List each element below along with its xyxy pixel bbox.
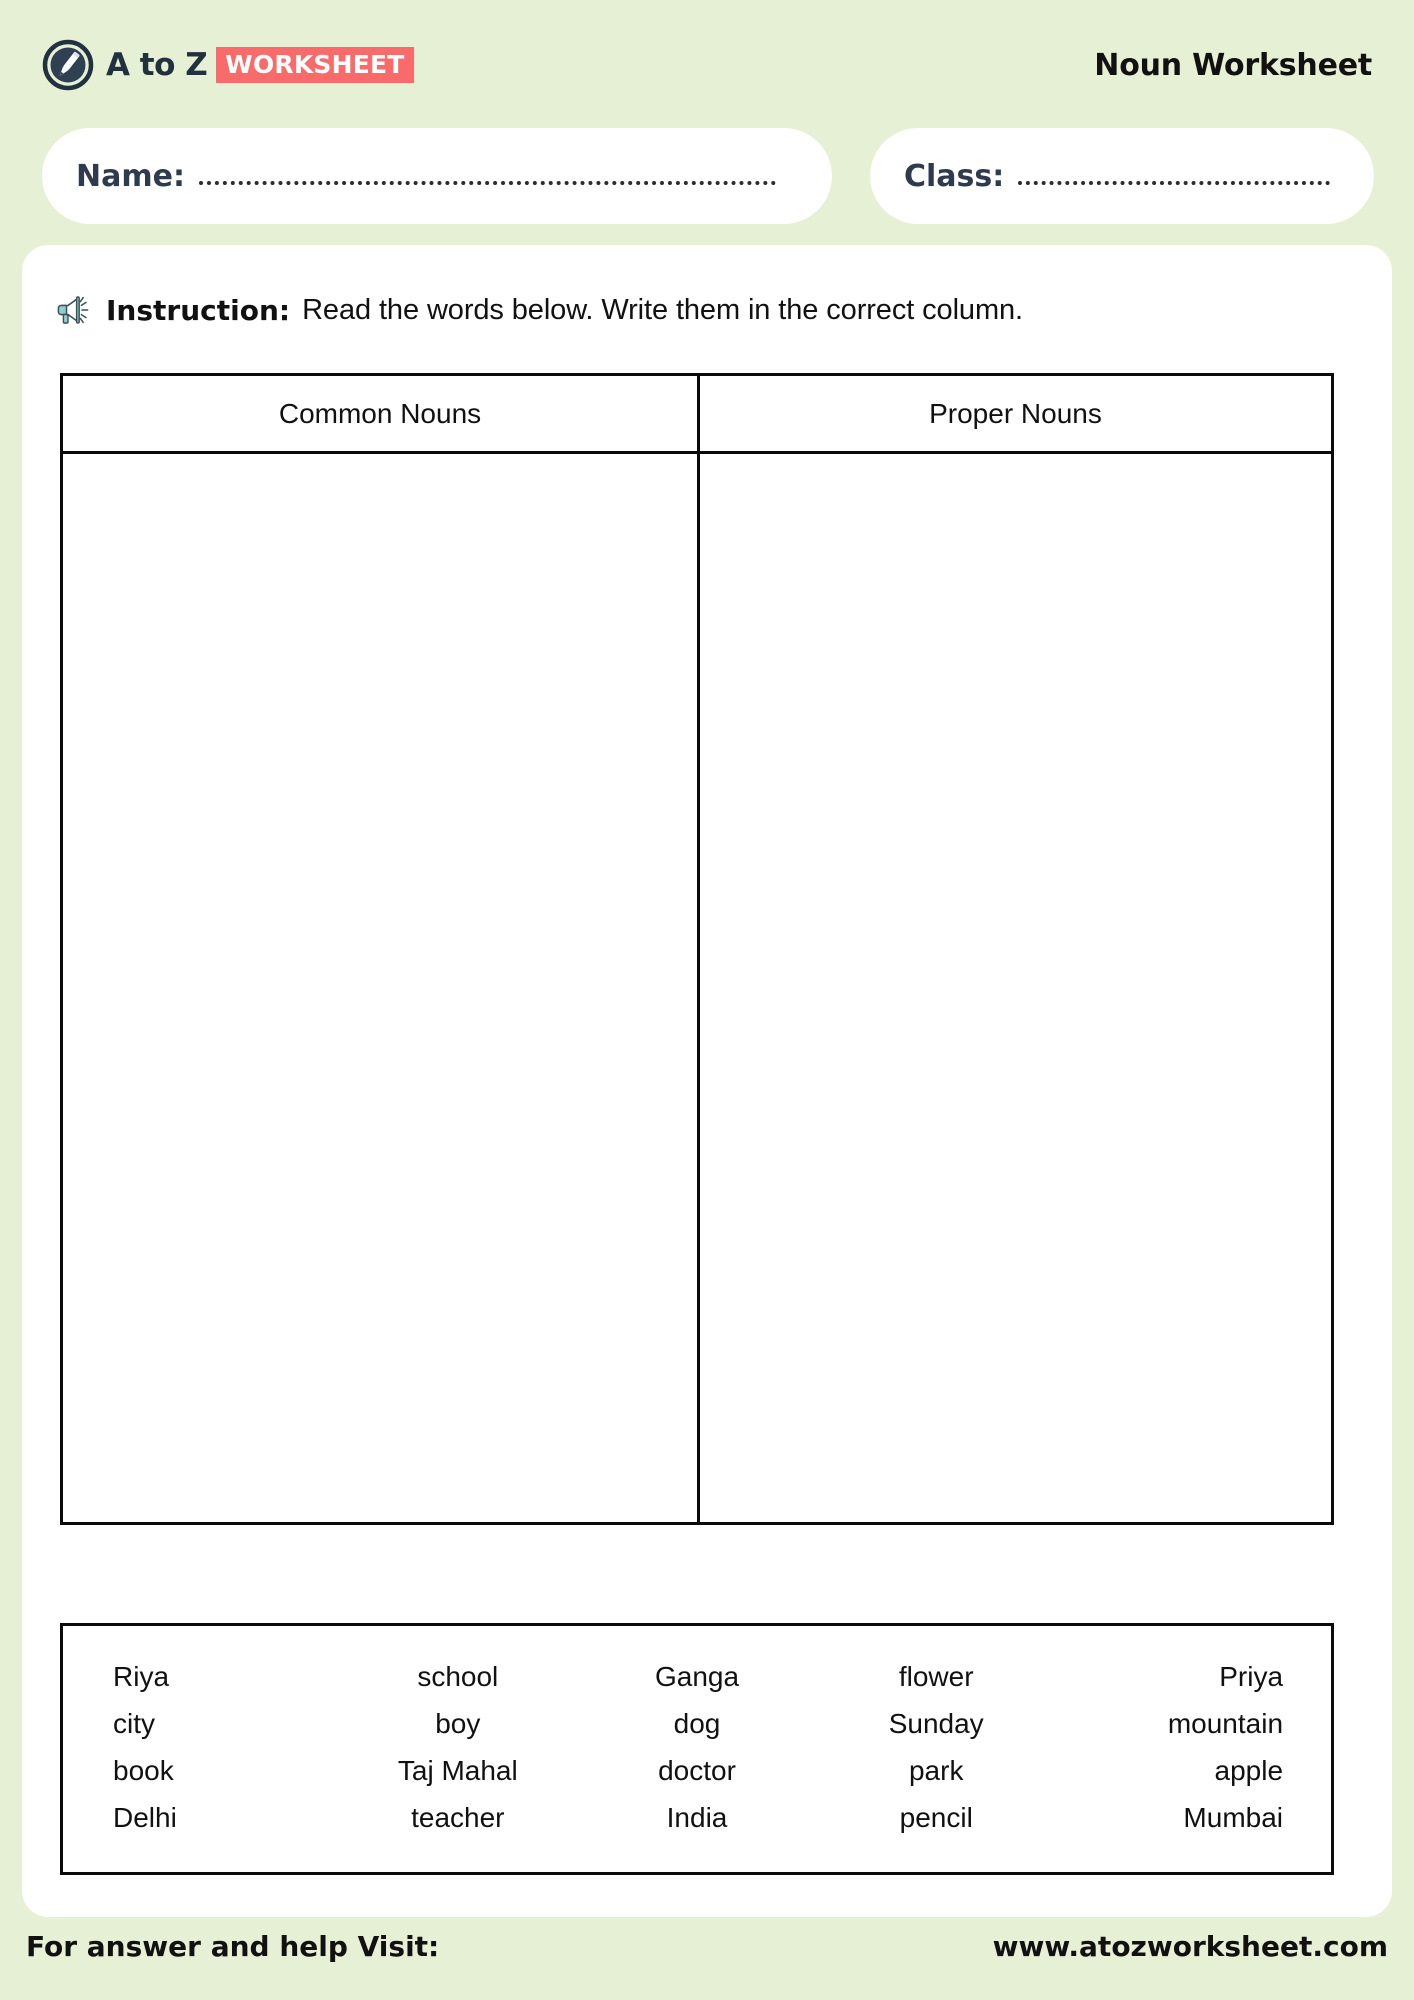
common-nouns-answer-cell[interactable]	[63, 454, 697, 1522]
name-label: Name:	[76, 158, 185, 194]
word-item: boy	[435, 1707, 481, 1739]
word-bank-row	[99, 1700, 1295, 1747]
table-header-common-nouns	[63, 376, 697, 451]
instruction-row	[54, 290, 1023, 330]
name-input[interactable]	[199, 181, 776, 185]
word-item: park	[908, 1754, 964, 1786]
word-item: apple	[1214, 1754, 1284, 1786]
pen-circle-logo-icon	[42, 39, 94, 91]
instruction-label: Instruction:	[106, 293, 291, 327]
megaphone-icon	[54, 290, 94, 330]
proper-nouns-title: Proper Nouns	[929, 397, 1102, 429]
table-header-row	[63, 376, 1331, 454]
word-item: teacher	[411, 1801, 505, 1833]
word-bank	[60, 1623, 1334, 1875]
word-item: book	[113, 1754, 174, 1786]
word-bank-row	[99, 1747, 1295, 1794]
instruction-text: Read the words below. Write them in the correct column.	[302, 293, 1023, 326]
word-item: Taj Mahal	[397, 1754, 518, 1786]
class-field-group[interactable]	[870, 128, 1374, 224]
word-item: Priya	[1219, 1660, 1284, 1692]
footer-help-text: For answer and help Visit:	[26, 1930, 440, 1963]
word-bank-row	[99, 1653, 1295, 1700]
proper-nouns-answer-cell[interactable]	[697, 454, 1331, 1522]
word-item: doctor	[658, 1754, 736, 1786]
word-item: Mumbai	[1183, 1801, 1284, 1833]
word-item: Riya	[113, 1660, 170, 1692]
word-item: Sunday	[888, 1707, 984, 1739]
brand-name-worksheet: WORKSHEET	[216, 47, 413, 83]
brand-logo	[42, 39, 414, 91]
table-header-proper-nouns	[697, 376, 1331, 451]
table-answer-area	[63, 454, 1331, 1522]
name-field-group[interactable]	[42, 128, 832, 224]
common-nouns-title: Common Nouns	[278, 397, 482, 429]
class-label: Class:	[904, 158, 1005, 194]
word-item: India	[666, 1801, 728, 1833]
word-item: Delhi	[113, 1801, 177, 1833]
word-item: dog	[673, 1707, 721, 1739]
brand-name-atoz: A to Z	[106, 47, 208, 83]
page-footer	[0, 1930, 1414, 1963]
word-item: school	[417, 1660, 499, 1692]
class-input[interactable]	[1018, 181, 1330, 185]
word-item: Ganga	[654, 1660, 740, 1692]
word-item: mountain	[1167, 1707, 1284, 1739]
worksheet-card	[22, 245, 1392, 1917]
student-info-row	[42, 128, 1374, 224]
brand-wordmark	[106, 47, 414, 83]
page-header	[0, 30, 1414, 100]
word-item: flower	[898, 1660, 974, 1692]
word-bank-row	[99, 1794, 1295, 1841]
word-item: city	[113, 1707, 155, 1739]
footer-website-link[interactable]: www.atozworksheet.com	[992, 1930, 1388, 1963]
page-title: Noun Worksheet	[1094, 47, 1372, 83]
noun-sorting-table	[60, 373, 1334, 1525]
word-item: pencil	[899, 1801, 973, 1833]
